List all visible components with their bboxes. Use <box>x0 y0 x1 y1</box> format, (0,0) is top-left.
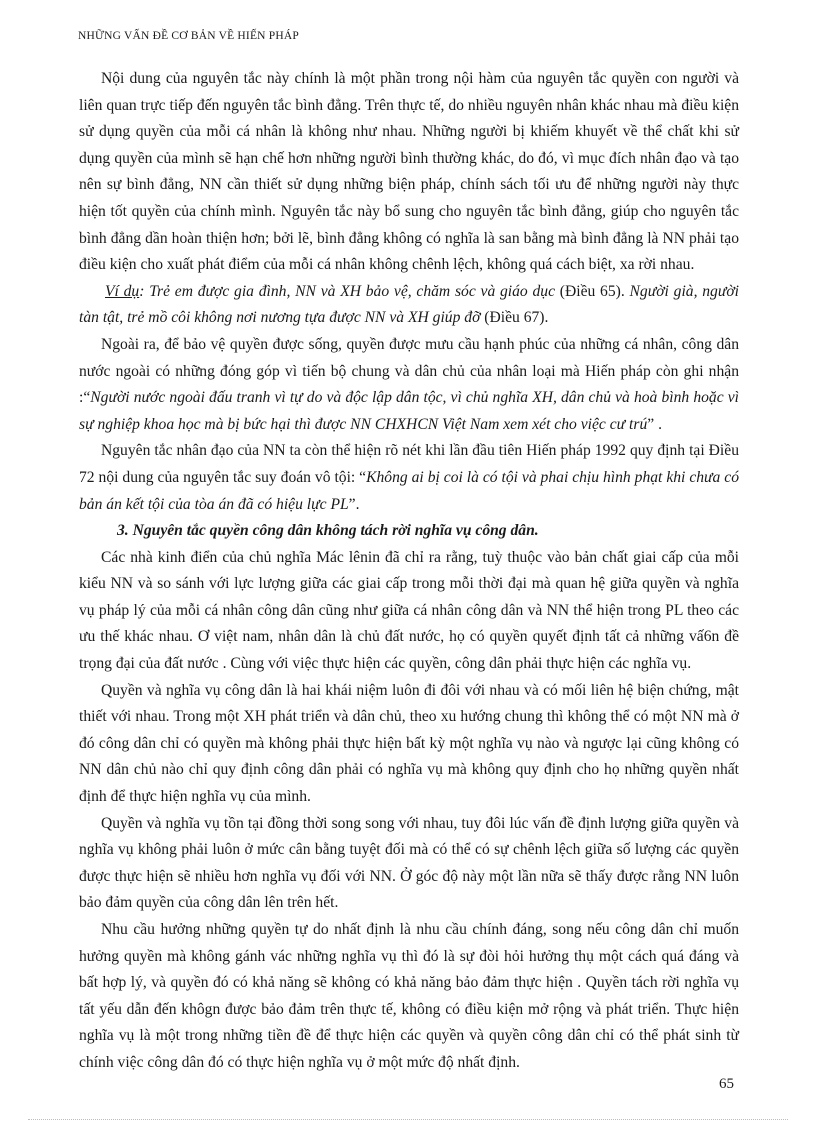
example-ref-article-65: (Điều 65). <box>555 282 630 300</box>
example-ref-article-67: (Điều 67). <box>480 309 549 327</box>
p3-tail: ”. <box>348 495 360 513</box>
example-paragraph <box>79 279 739 332</box>
p3-lead: Nguyên tắc nhân đạo của NN ta còn thể hiện rõ nét khi lần đầu tiên Hiến pháp 1992 quy định tại Điều 72 nội dung của nguyên tắc suy đoán vô tội: “ <box>79 442 739 486</box>
page-number: 65 <box>719 1076 734 1092</box>
p3-quote: Không ai bị coi là có tội và phai chịu hình phạt khi chưa có bản án kết tội của tòa án đã có hiệu lực PL <box>79 468 739 513</box>
example-text-children: Trẻ em được gia đình, NN và XH bảo vệ, chăm sóc và giáo dục <box>149 282 556 300</box>
p2-quote: Người nước ngoài đấu tranh vì tự do và độc lập dân tộc, vì chủ nghĩa XH, dân chủ và hoà bình hoặc vì sự nghiệp khoa học mà bị bức hại thì được NN CHXHCN Việt Nam xem xét cho việc cư trú <box>79 389 739 433</box>
footer-rule <box>28 1119 788 1120</box>
paragraph-humanitarian-principle: Nội dung của nguyên tắc này chính là một phần trong nội hàm của nguyên tắc quyền con người và liên quan trực tiếp đến nguyên tắc bình đẳng. Trên thực tế, do nhiều nguyên nhân khác nhau mà điều kiện sử dụng quyền của mỗi cá nhân là không như nhau. Những người bị khiếm khuyết về thể chất khi sử dụng quyền của mình sẽ hạn chế hơn những người bình thường khác, do đó, vì mục đích nhân đạo và tạo nên sự bình đẳng, NN cần thiết sử dụng những biện pháp, chính sách tối ưu để những người này thực hiện tốt quyền của chính mình. Nguyên tắc này bổ sung cho nguyên tắc bình đẳng, giúp cho nguyên tắc bình đẳng dần hoàn thiện hơn; bởi lẽ, bình đẳng không có nghĩa là san bằng mà bình đẳng là NN phải tạo điều kiện cho xuất phát điểm của mỗi cá nhân không chênh lệch, không quá cách biệt, xa rời nhau. <box>79 70 739 274</box>
paragraph-coexistence: Quyền và nghĩa vụ tồn tại đồng thời song song với nhau, tuy đôi lúc vấn đề định lượng giữa quyền và nghĩa vụ không phải luôn ở mức cân bằng tuyệt đối mà có thể có sự chênh lệch giữa số lượng các quyền được thực hiện sẽ nhiều hơn nghĩa vụ đối với NN. Ở góc độ này một lần nữa sẽ thấy được rằng NN luôn bảo đảm quyền của công dân lên trên hết. <box>79 814 739 912</box>
example-label: Ví dụ <box>105 282 140 300</box>
paragraph-presumption-innocence <box>79 438 739 518</box>
paragraph-foreigners <box>79 332 739 438</box>
running-header: NHỮNG VẤN ĐỀ CƠ BẢN VỀ HIẾN PHÁP <box>78 30 299 42</box>
section-heading-3: 3. Nguyên tắc quyền công dân không tách rời nghĩa vụ công dân. <box>117 522 539 540</box>
paragraph-rights-duties-pair: Quyền và nghĩa vụ công dân là hai khái niệm luôn đi đôi với nhau và có mối liên hệ biện chứng, mật thiết với nhau. Trong một XH phát triển và dân chủ, theo xu hướng chung thì không thể có một NN mà ở đó công dân chỉ có quyền mà không phải thực hiện bất kỳ một nghĩa vụ nào và ngược lại cũng không có NN dân chủ nào chỉ quy định công dân phải có nghĩa vụ mà không quy định cho họ những quyền nhất định để thực hiện nghĩa vụ của mình. <box>79 681 739 806</box>
example-text-elderly: Người già, người tàn tật, trẻ mồ côi không nơi nương tựa được NN và XH giúp đỡ <box>79 282 739 327</box>
page-body <box>79 66 739 1077</box>
paragraph-marxist-view: Các nhà kinh điển của chủ nghĩa Mác lênin đã chỉ ra rằng, tuỳ thuộc vào bản chất giai cấp của mỗi kiểu NN và so sánh với lực lượng giữa các giai cấp trong mỗi thời đại mà quan hệ giữa quyền và nghĩa vụ pháp lý của mỗi cá nhân công dân cũng như giữa cá nhân công dân và NN thể hiện trong PL theo các ưu thế khác nhau. Ơ việt nam, nhân dân là chủ đất nước, họ có quyền quyết định tất cả những vấ6n đề trọng đại của đất nước . Cùng với việc thực hiện các quyền, công dân phải thực hiện các nghĩa vụ. <box>79 548 739 673</box>
p2-lead: Ngoài ra, để bảo vệ quyền được sống, quyền được mưu cầu hạnh phúc của những cá nhân, công dân nước ngoài có những đóng góp vì tiến bộ chung và dân chủ của nhân loại mà Hiến pháp còn ghi nhận :“ <box>79 335 739 407</box>
example-colon: : <box>139 282 150 300</box>
paragraph-legitimate-needs: Nhu cầu hưởng những quyền tự do nhất định là nhu cầu chính đáng, song nếu công dân chỉ muốn hưởng quyền mà không gánh vác những nghĩa vụ thì đó là sự đòi hỏi hưởng thụ một cách quá đáng và bất hợp lý, và quyền đó có khả năng sẽ không có khả năng bảo đảm thực hiện . Quyền tách rời nghĩa vụ tất yếu dẫn đến khôgn được bảo đảm trên thực tế, không có điều kiện mở rộng và phát triển. Thực hiện nghĩa vụ là một trong những tiền đề để thực hiện các quyền và quyền công dân chỉ có thể phát sinh từ chính việc công dân đó có thực hiện nghĩa vụ ở một mức độ nhất định. <box>79 921 739 1071</box>
p2-tail: ” . <box>647 415 662 433</box>
